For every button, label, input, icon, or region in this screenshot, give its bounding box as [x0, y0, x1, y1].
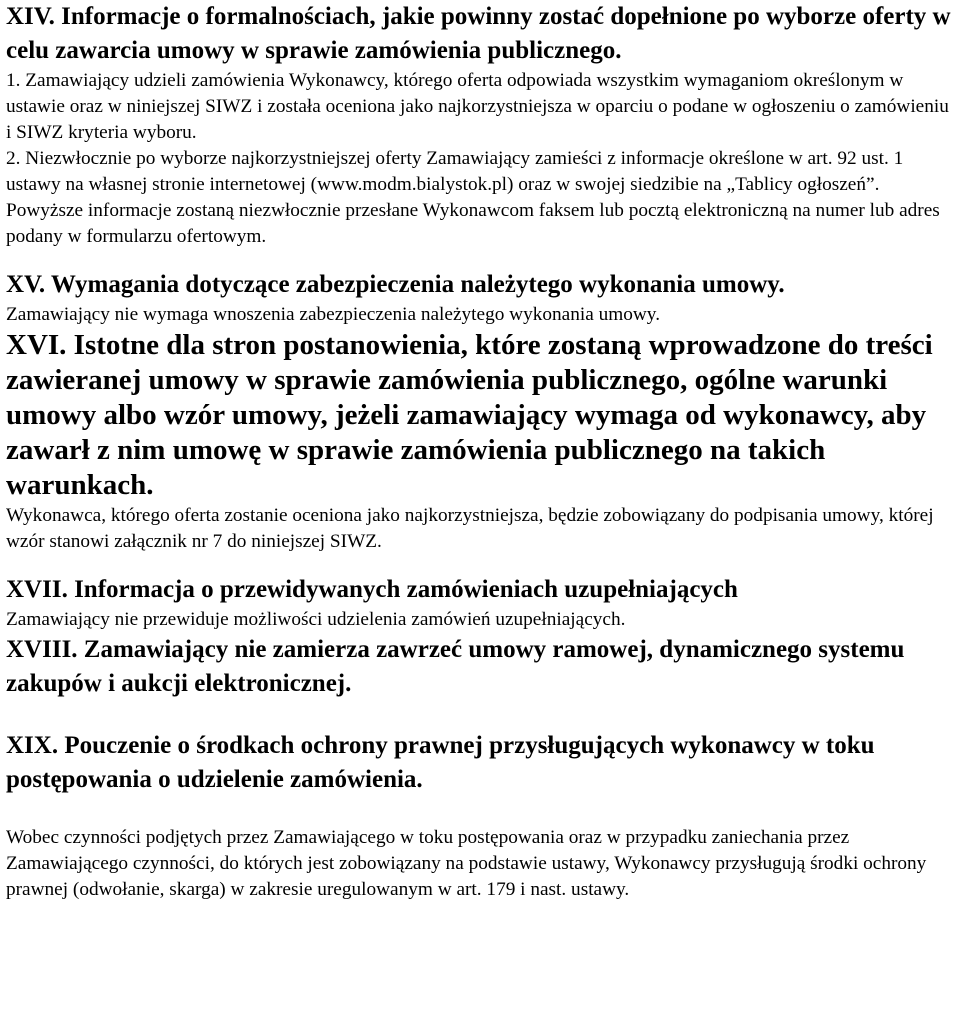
- section-xvii: [6, 573, 952, 633]
- section-xvii-heading: XVII. Informacja o przewidywanych zamówieniach uzupełniających: [6, 576, 738, 603]
- section-xix: [6, 729, 952, 903]
- section-xvi: [6, 328, 952, 555]
- section-xiv: [6, 0, 952, 250]
- section-xix-text: Wobec czynności podjętych przez Zamawiającego w toku postępowania oraz w przypadku zaniechania przez Zamawiającego czynności, do których jest zobowiązany na podstawie ustawy, Wykonawcy przysługują środki ochrony prawnej (odwołanie, skarga) w zakresie uregulowanym w art. 179 i nast. ustawy.: [6, 827, 927, 900]
- section-xv-text: Zamawiający nie wymaga wnoszenia zabezpieczenia należytego wykonania umowy.: [6, 304, 661, 325]
- section-xvi-text: Wykonawca, którego oferta zostanie oceniona jako najkorzystniejsza, będzie zobowiązany do podpisania umowy, której wzór stanowi załącznik nr 7 do niniejszej SIWZ.: [6, 505, 934, 552]
- section-xv: [6, 268, 952, 328]
- section-xviii: [6, 633, 952, 701]
- section-xiv-paragraph-2: 2. Niezwłocznie po wyborze najkorzystniejszej oferty Zamawiający zamieści z informacje określone w art. 92 ust. 1 ustawy na własnej stronie internetowej (www.modm.bialystok.pl) oraz w swojej siedzibie na „Tablicy ogłoszeń”. Powyższe informacje zostaną niezwłocznie przesłane Wykonawcom faksem lub pocztą elektroniczną na numer lub adres podany w formularzu ofertowym.: [6, 148, 940, 247]
- section-xvii-text: Zamawiający nie przewiduje możliwości udzielenia zamówień uzupełniających.: [6, 609, 626, 630]
- section-xix-heading: XIX. Pouczenie o środkach ochrony prawnej przysługujących wykonawcy w toku postępowania o udzielenie zamówienia.: [6, 732, 875, 793]
- section-xviii-heading: XVIII. Zamawiający nie zamierza zawrzeć umowy ramowej, dynamicznego systemu zakupów i aukcji elektronicznej.: [6, 636, 905, 697]
- section-xvi-heading: XVI. Istotne dla stron postanowienia, które zostaną wprowadzone do treści zawieranej umowy w sprawie zamówienia publicznego, ogólne warunki umowy albo wzór umowy, jeżeli zamawiający wymaga od wykonawcy, aby zawarł z nim umowę w sprawie zamówienia publicznego na takich warunkach.: [6, 329, 933, 501]
- section-xv-heading: XV. Wymagania dotyczące zabezpieczenia należytego wykonania umowy.: [6, 271, 785, 298]
- section-xiv-heading: XIV. Informacje o formalnościach, jakie powinny zostać dopełnione po wyborze oferty w celu zawarcia umowy w sprawie zamówienia publicznego.: [6, 3, 951, 64]
- section-xiv-paragraph-1: 1. Zamawiający udzieli zamówienia Wykonawcy, którego oferta odpowiada wszystkim wymaganiom określonym w ustawie oraz w niniejszej SIWZ i została oceniona jako najkorzystniejsza w oparciu o podane w ogłoszeniu o zamówieniu i SIWZ kryteria wyboru.: [6, 70, 949, 143]
